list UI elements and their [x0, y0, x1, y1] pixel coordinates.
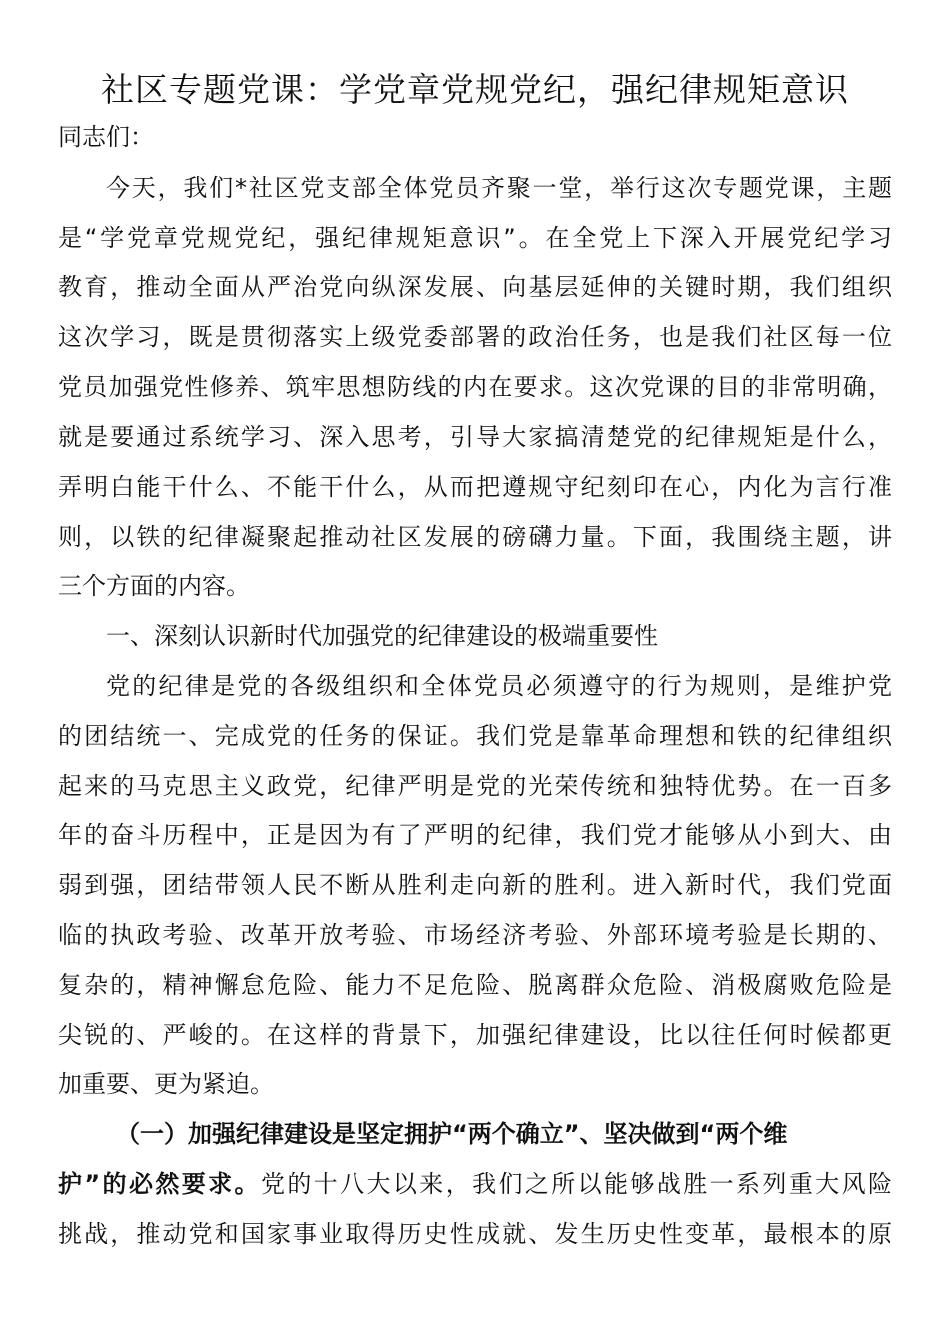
- section-paragraph-line: 加重要、更为紧迫。: [58, 1070, 274, 1098]
- subsection-paragraph-line: 挑战，推动党和国家事业取得历史性成就、发生历史性变革，最根本的原: [58, 1220, 892, 1248]
- section-paragraph-line: 尖锐的、严峻的。在这样的背景下，加强纪律建设，比以往任何时候都更: [58, 1021, 892, 1049]
- section-paragraph-line: 复杂的，精神懈怠危险、能力不足危险、脱离群众危险、消极腐败危险是: [58, 971, 892, 999]
- section-paragraph-line: 年的奋斗历程中，正是因为有了严明的纪律，我们党才能够从小到大、由: [58, 821, 892, 849]
- section-paragraph-line: 起来的马克思主义政党，纪律严明是党的光荣传统和独特优势。在一百多: [58, 772, 892, 800]
- intro-line: 三个方面的内容。: [58, 572, 250, 600]
- subsection-heading-end: 护”的必然要求。: [58, 1170, 261, 1198]
- salutation: 同志们：: [58, 123, 154, 151]
- subsection-text: 党的十八大以来，我们之所以能够战胜一系列重大风险: [260, 1170, 893, 1198]
- subsection-paragraph-line: [58, 1167, 892, 1201]
- intro-line: 今天，我们*社区党支部全体党员齐聚一堂，举行这次专题党课，主题: [106, 174, 892, 202]
- document-title: 社区专题党课：学党章党规党纪，强纪律规矩意识: [101, 70, 849, 109]
- intro-line: 弄明白能干什么、不能干什么，从而把遵规守纪刻印在心，内化为言行准: [58, 473, 892, 501]
- section-paragraph-line: 弱到强，团结带领人民不断从胜利走向新的胜利。进入新时代，我们党面: [58, 871, 892, 899]
- intro-line: 党员加强党性修养、筑牢思想防线的内在要求。这次党课的目的非常明确，: [58, 373, 892, 401]
- intro-line: 教育，推动全面从严治党向纵深发展、向基层延伸的关键时期，我们组织: [58, 273, 892, 301]
- section-paragraph-line: 临的执政考验、改革开放考验、市场经济考验、外部环境考验是长期的、: [58, 921, 892, 949]
- intro-line: 是“学党章党规党纪，强纪律规矩意识”。在全党上下深入开展党纪学习: [58, 224, 892, 252]
- intro-line: 这次学习，既是贯彻落实上级党委部署的政治任务，也是我们社区每一位: [58, 323, 892, 351]
- intro-line: 就是要通过系统学习、深入思考，引导大家搞清楚党的纪律规矩是什么，: [58, 423, 892, 451]
- section-heading: 一、深刻认识新时代加强党的纪律建设的极端重要性: [106, 622, 658, 650]
- intro-line: 则，以铁的纪律凝聚起推动社区发展的磅礴力量。下面，我围绕主题，讲: [58, 523, 892, 551]
- section-paragraph-line: 的团结统一、完成党的任务的保证。我们党是靠革命理想和铁的纪律组织: [58, 722, 892, 750]
- section-paragraph-line: 党的纪律是党的各级组织和全体党员必须遵守的行为规则，是维护党: [106, 672, 892, 700]
- subsection-heading: （一）加强纪律建设是坚定拥护“两个确立”、坚决做到“两个维: [116, 1120, 788, 1148]
